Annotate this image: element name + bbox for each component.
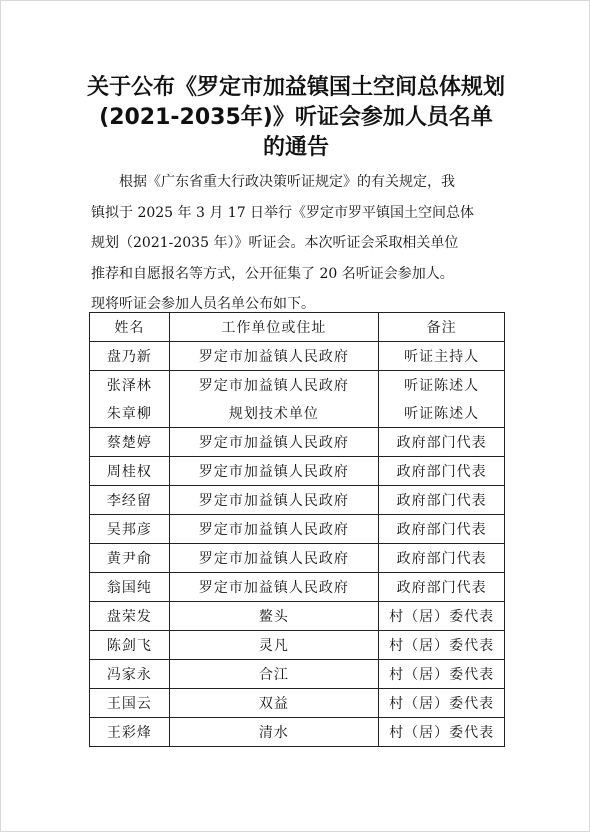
table-row bbox=[90, 573, 505, 602]
table-row bbox=[90, 486, 505, 515]
cell-workplace: 罗定市加益镇人民政府 bbox=[169, 342, 378, 371]
cell-workplace: 罗定市加益镇人民政府 bbox=[169, 371, 378, 400]
cell-remark: 政府部门代表 bbox=[379, 428, 505, 457]
cell-name: 陈剑飞 bbox=[90, 631, 170, 660]
cell-remark: 村（居）委代表 bbox=[379, 689, 505, 718]
cell-remark: 听证主持人 bbox=[379, 342, 505, 371]
cell-name: 王彩烽 bbox=[90, 718, 170, 747]
cell-remark: 听证陈述人 bbox=[379, 371, 505, 400]
notice-body bbox=[91, 167, 503, 320]
cell-remark: 政府部门代表 bbox=[379, 486, 505, 515]
cell-workplace: 罗定市加益镇人民政府 bbox=[169, 486, 378, 515]
table-row bbox=[90, 631, 505, 660]
cell-remark: 村（居）委代表 bbox=[379, 718, 505, 747]
table-row bbox=[90, 399, 505, 428]
table-row bbox=[90, 515, 505, 544]
table-row bbox=[90, 689, 505, 718]
cell-workplace: 罗定市加益镇人民政府 bbox=[169, 428, 378, 457]
body-line-3: 规划（2021-2035 年）》听证会。本次听证会采取相关单位 bbox=[91, 235, 459, 251]
cell-name: 翁国纯 bbox=[90, 573, 170, 602]
cell-remark: 听证陈述人 bbox=[379, 399, 505, 428]
cell-workplace: 罗定市加益镇人民政府 bbox=[169, 544, 378, 573]
participant-table bbox=[89, 312, 505, 747]
cell-name: 李经留 bbox=[90, 486, 170, 515]
cell-remark: 村（居）委代表 bbox=[379, 631, 505, 660]
cell-remark: 政府部门代表 bbox=[379, 457, 505, 486]
cell-workplace: 双益 bbox=[169, 689, 378, 718]
table-row bbox=[90, 428, 505, 457]
cell-name: 吴邦彦 bbox=[90, 515, 170, 544]
cell-name: 朱章柳 bbox=[90, 399, 170, 428]
cell-remark: 村（居）委代表 bbox=[379, 660, 505, 689]
title-line-3: 的通告 bbox=[262, 135, 329, 160]
cell-name: 盘乃新 bbox=[90, 342, 170, 371]
table-row bbox=[90, 371, 505, 400]
cell-name: 蔡楚婷 bbox=[90, 428, 170, 457]
cell-workplace: 罗定市加益镇人民政府 bbox=[169, 457, 378, 486]
cell-workplace: 鳌头 bbox=[169, 602, 378, 631]
body-line-2: 镇拟于 2025 年 3 月 17 日举行《罗定市罗平镇国土空间总体 bbox=[91, 204, 475, 221]
cell-remark: 政府部门代表 bbox=[379, 544, 505, 573]
cell-workplace: 灵凡 bbox=[169, 631, 378, 660]
table-row bbox=[90, 660, 505, 689]
cell-remark: 政府部门代表 bbox=[379, 573, 505, 602]
cell-name: 张泽林 bbox=[90, 371, 170, 400]
notice-title bbox=[61, 73, 531, 163]
title-line-2: (2021-2035年)》听证会参加人员名单 bbox=[99, 105, 493, 130]
table-row bbox=[90, 718, 505, 747]
table-row bbox=[90, 457, 505, 486]
cell-workplace: 罗定市加益镇人民政府 bbox=[169, 573, 378, 602]
body-line-4: 推荐和自愿报名等方式，公开征集了 20 名听证会参加人。 bbox=[91, 265, 454, 282]
cell-name: 王国云 bbox=[90, 689, 170, 718]
cell-workplace: 合江 bbox=[169, 660, 378, 689]
body-line-1: 根据《广东省重大行政决策听证规定》的有关规定，我 bbox=[119, 174, 455, 190]
table-header-row bbox=[90, 313, 505, 342]
header-workplace: 工作单位或住址 bbox=[169, 313, 378, 342]
title-line-1: 关于公布《罗定市加益镇国土空间总体规划 bbox=[86, 75, 505, 100]
cell-name: 冯家永 bbox=[90, 660, 170, 689]
table-row bbox=[90, 544, 505, 573]
cell-workplace: 罗定市加益镇人民政府 bbox=[169, 515, 378, 544]
cell-name: 周桂权 bbox=[90, 457, 170, 486]
table-row bbox=[90, 602, 505, 631]
cell-name: 盘荣发 bbox=[90, 602, 170, 631]
cell-remark: 政府部门代表 bbox=[379, 515, 505, 544]
cell-workplace: 规划技术单位 bbox=[169, 399, 378, 428]
cell-workplace: 清水 bbox=[169, 718, 378, 747]
header-remark: 备注 bbox=[379, 313, 505, 342]
cell-remark: 村（居）委代表 bbox=[379, 602, 505, 631]
table-row bbox=[90, 342, 505, 371]
body-line-5: 现将听证会参加人员名单公布如下。 bbox=[91, 296, 315, 312]
header-name: 姓名 bbox=[90, 313, 170, 342]
cell-name: 黄尹俞 bbox=[90, 544, 170, 573]
